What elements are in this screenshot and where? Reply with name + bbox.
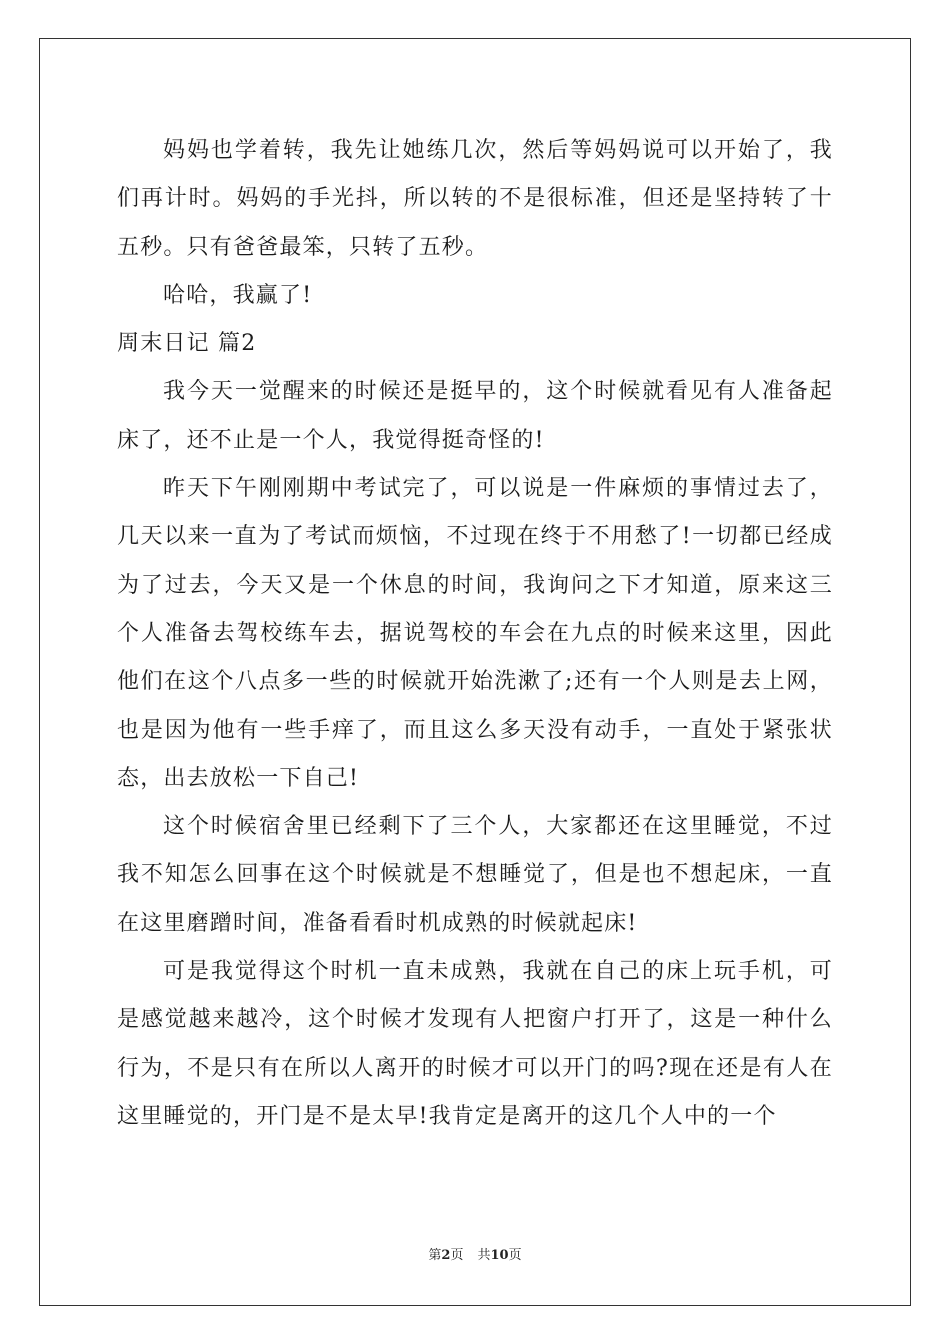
document-body (117, 127, 833, 1141)
section-heading: 周末日记 篇2 (117, 331, 257, 357)
total-pages-prefix: 共 (477, 1248, 491, 1263)
paragraph: 可是我觉得这个时机一直未成熟，我就在自己的床上玩手机，可是感觉越来越冷，这个时候才发现有人把窗户打开了，这是一种什么行为，不是只有在所以人离开的时候才可以开门的吗?现在还是有人在这里睡觉的，开门是不是太早!我肯定是离开的这几个人中的一个 (117, 959, 833, 1129)
paragraph: 哈哈，我赢了! (163, 282, 313, 308)
paragraph: 这个时候宿舍里已经剩下了三个人，大家都还在这里睡觉，不过我不知怎么回事在这个时候就是不想睡觉了，但是也不想起床，一直在这里磨蹭时间，准备看看时机成熟的时候就起床! (117, 814, 833, 936)
page-number-prefix: 第 (428, 1248, 442, 1263)
page-number-suffix: 页 (450, 1248, 464, 1263)
total-pages-suffix: 页 (508, 1248, 522, 1263)
paragraph: 妈妈也学着转，我先让她练几次，然后等妈妈说可以开始了，我们再计时。妈妈的手光抖，所以转的不是很标准，但还是坚持转了十五秒。只有爸爸最笨，只转了五秒。 (117, 138, 833, 260)
page-footer (0, 1246, 950, 1266)
total-pages: 10 (490, 1248, 509, 1263)
page-number: 2 (441, 1248, 451, 1263)
paragraph: 我今天一觉醒来的时候还是挺早的，这个时候就看见有人准备起床了，还不止是一个人，我觉得挺奇怪的! (117, 379, 833, 453)
paragraph: 昨天下午刚刚期中考试完了，可以说是一件麻烦的事情过去了，几天以来一直为了考试而烦恼，不过现在终于不用愁了!一切都已经成为了过去，今天又是一个休息的时间，我询问之下才知道，原来这三个人准备去驾校练车去，据说驾校的车会在九点的时候来这里，因此他们在这个八点多一些的时候就开始洗漱了;还有一个人则是去上网，也是因为他有一些手痒了，而且这么多天没有动手，一直处于紧张状态，出去放松一下自己! (117, 476, 833, 791)
